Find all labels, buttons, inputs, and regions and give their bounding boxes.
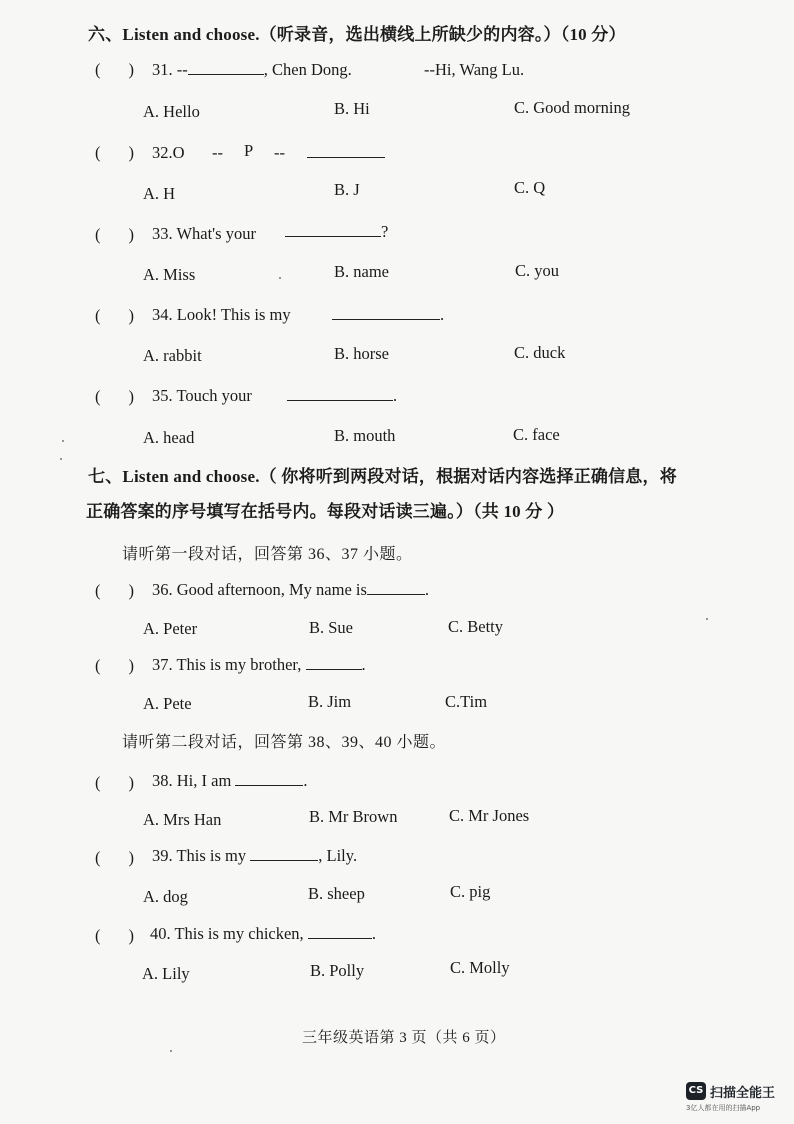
option-33-a: A. Miss: [143, 265, 196, 284]
option-31-b: B. Hi: [334, 99, 370, 118]
option-39-b: B. sheep: [308, 884, 365, 903]
option-35-a: A. head: [143, 428, 195, 447]
blank-31[interactable]: [188, 60, 264, 75]
option-37-b: B. Jim: [308, 692, 352, 711]
page-footer: 三年级英语第 3 页（共 6 页）: [302, 1030, 506, 1046]
dialog1-intro: 请听第一段对话，回答第 36、37 小题。: [122, 546, 413, 563]
option-40-c: C. Molly: [450, 958, 510, 977]
question-35-end: .: [287, 386, 397, 406]
scanner-tagline: 3亿人都在用的扫描App: [686, 1104, 761, 1112]
question-32-letter: P: [244, 141, 254, 160]
scan-speck: [706, 618, 708, 620]
answer-paren-33[interactable]: ( ): [95, 225, 134, 244]
blank-39[interactable]: [250, 846, 318, 861]
answer-paren-34[interactable]: ( ): [95, 306, 134, 325]
question-36: 36. Good afternoon, My name is .: [152, 580, 430, 599]
section7-title-line2: 正确答案的序号填写在括号内。每段对话读三遍。）（共 10 分 ）: [86, 502, 565, 521]
option-32-a: A. H: [143, 184, 176, 203]
option-36-a: A. Peter: [143, 619, 198, 638]
answer-paren-32[interactable]: ( ): [95, 143, 134, 162]
question-35: 35. Touch your: [152, 386, 252, 405]
option-35-b: B. mouth: [334, 426, 396, 445]
question-31-reply: --Hi, Wang Lu.: [424, 60, 525, 79]
answer-paren-38[interactable]: ( ): [95, 773, 134, 792]
question-31: 31. -- , Chen Dong.: [152, 60, 352, 79]
question-40: 40. This is my chicken, .: [150, 924, 376, 943]
question-34-end: .: [332, 305, 444, 325]
option-38-a: A. Mrs Han: [143, 810, 222, 829]
option-36-c: C. Betty: [448, 617, 504, 636]
blank-35[interactable]: [287, 386, 393, 401]
section6-title: 六、Listen and choose.（听录音，选出横线上所缺少的内容。）（10 分）: [88, 25, 626, 44]
answer-paren-39[interactable]: ( ): [95, 848, 134, 867]
option-37-c: C.Tim: [445, 692, 488, 711]
option-31-a: A. Hello: [143, 102, 200, 121]
blank-33[interactable]: [285, 222, 381, 237]
option-40-a: A. Lily: [142, 964, 190, 983]
blank-32[interactable]: [307, 143, 385, 158]
answer-paren-37[interactable]: ( ): [95, 656, 134, 675]
answer-paren-31[interactable]: ( ): [95, 60, 134, 79]
question-32-dash-2: --: [274, 143, 285, 162]
option-32-c: C. Q: [514, 178, 546, 197]
blank-37[interactable]: [306, 655, 362, 670]
question-37: 37. This is my brother, .: [152, 655, 366, 674]
answer-paren-36[interactable]: ( ): [95, 581, 134, 600]
option-31-c: C. Good morning: [514, 98, 630, 117]
dialog2-intro: 请听第二段对话，回答第 38、39、40 小题。: [122, 734, 447, 751]
option-37-a: A. Pete: [143, 694, 192, 713]
question-33-end: ?: [285, 222, 388, 242]
option-34-c: C. duck: [514, 343, 566, 362]
option-40-b: B. Polly: [310, 961, 365, 980]
option-39-c: C. pig: [450, 882, 491, 901]
option-35-c: C. face: [513, 425, 560, 444]
scan-speck: [279, 277, 281, 279]
question-39: 39. This is my , Lily.: [152, 846, 358, 865]
option-36-b: B. Sue: [309, 618, 354, 637]
question-33: 33. What's your: [152, 224, 256, 243]
option-34-b: B. horse: [334, 344, 389, 363]
scan-speck: [62, 440, 64, 442]
question-34: 34. Look! This is my: [152, 305, 291, 324]
scanner-logo-icon: CS: [686, 1082, 706, 1100]
option-34-a: A. rabbit: [143, 346, 202, 365]
question-32: 32.O: [152, 143, 185, 162]
blank-40[interactable]: [308, 924, 372, 939]
question-32-dash-1: --: [212, 143, 223, 162]
option-39-a: A. dog: [143, 887, 188, 906]
answer-paren-35[interactable]: ( ): [95, 387, 134, 406]
scan-speck: [60, 458, 62, 460]
blank-36[interactable]: [367, 580, 425, 595]
blank-34[interactable]: [332, 305, 440, 320]
option-38-b: B. Mr Brown: [309, 807, 398, 826]
scan-speck: [170, 1050, 172, 1052]
option-38-c: C. Mr Jones: [449, 806, 530, 825]
option-33-b: B. name: [334, 262, 389, 281]
answer-paren-40[interactable]: ( ): [95, 926, 134, 945]
option-33-c: C. you: [515, 261, 560, 280]
scanner-app-name: 扫描全能王: [710, 1086, 776, 1101]
option-32-b: B. J: [334, 180, 360, 199]
question-38: 38. Hi, I am .: [152, 771, 308, 790]
section7-title: 七、Listen and choose.（ 你将听到两段对话，根据对话内容选择正确信息，将: [88, 467, 677, 486]
blank-38[interactable]: [235, 771, 303, 786]
scanner-watermark: [686, 1082, 786, 1116]
